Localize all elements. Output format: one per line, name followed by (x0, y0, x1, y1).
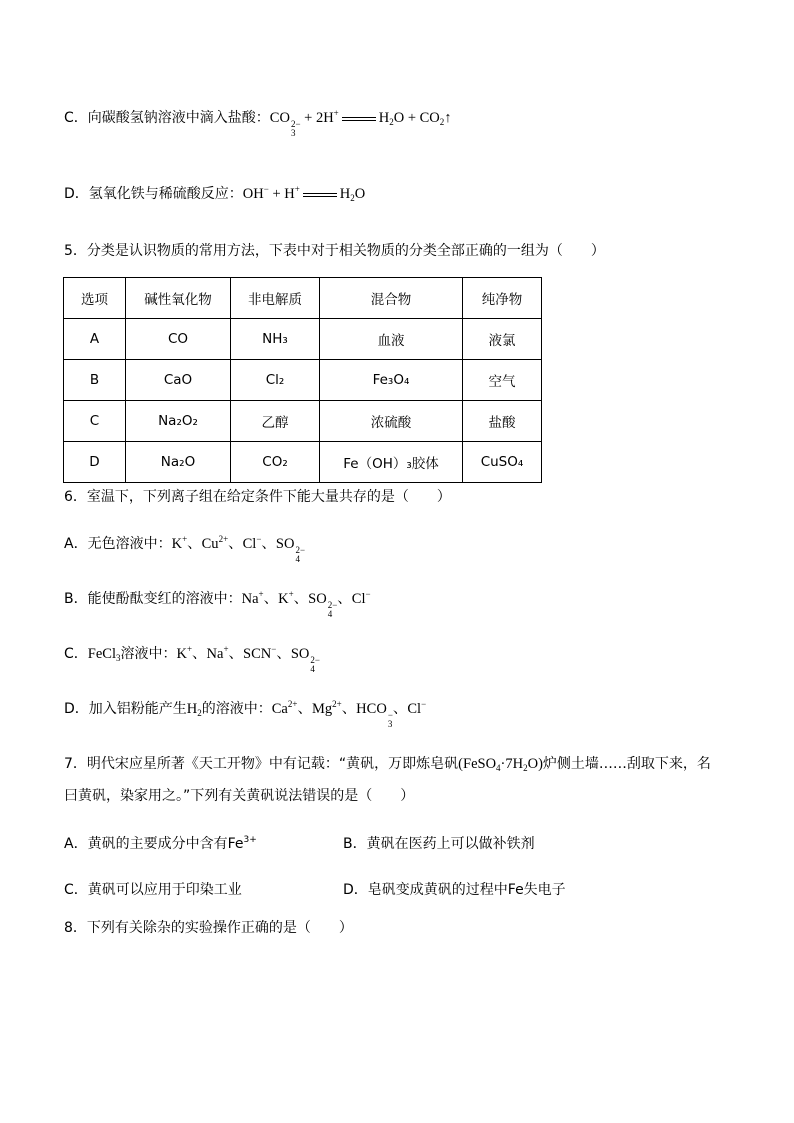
table-header: 混合物 (320, 278, 463, 319)
table-cell: NH₃ (231, 319, 320, 360)
table-cell: D (64, 442, 126, 483)
table-cell: B (64, 360, 126, 401)
q6-option-d-gas: $H_2$ (186, 701, 202, 718)
q6-option-d-ions: $Ca^{2+}$、$Mg^{2+}$、HCO − 3 、Cl− (271, 699, 427, 729)
q7-stem-line1-a: 7．明代宋应星所著《天工开物》中有记载：“黄矾，万即炼皂矾 (64, 756, 459, 772)
q6-option-d (64, 699, 426, 729)
q6-option-a-text: A．无色溶液中： (64, 536, 172, 552)
table-cell: Na₂O₂ (126, 401, 231, 442)
q7-option-a: A．黄矾的主要成分中含有$Fe^{3+}$ (64, 835, 257, 852)
table-cell: C (64, 401, 126, 442)
q6-option-d-mid: 的溶液中： (201, 701, 272, 717)
q7-stem-line2: 曰黄矾，染家用之。”下列有关黄矾说法错误的是（ ） (64, 788, 415, 804)
table-cell: CuSO₄ (463, 442, 542, 483)
table-cell: 液氯 (463, 319, 542, 360)
table-cell: 血液 (320, 319, 463, 360)
table-cell: 乙醇 (231, 401, 320, 442)
table-row (64, 442, 542, 483)
q4-option-d-text: D．氢氧化铁与稀硫酸反应： (64, 186, 243, 202)
q6-option-d-text: D．加入铝粉能产生 (64, 701, 187, 717)
q7-stem-line1-b: 炉侧土墙……刮取下来，名 (542, 756, 711, 772)
q7-stem-line1 (64, 754, 711, 774)
q6-option-b (64, 589, 371, 619)
table-header: 碱性氧化物 (126, 278, 231, 319)
table-cell: Fe（OH）₃胶体 (320, 442, 463, 483)
table-row (64, 319, 542, 360)
classification-table (63, 277, 542, 483)
table-row (64, 360, 542, 401)
table-cell: 空气 (463, 360, 542, 401)
q6-option-c (64, 644, 320, 674)
table-row (64, 401, 542, 442)
table-cell: Cl₂ (231, 360, 320, 401)
equals-sign (342, 113, 376, 125)
table-cell: CO₂ (231, 442, 320, 483)
table-header: 纯净物 (463, 278, 542, 319)
q5-stem: 5．分类是认识物质的常用方法，下表中对于相关物质的分类全部正确的一组为（ ） (64, 243, 605, 259)
equals-sign (303, 189, 337, 201)
q6-stem: 6．室温下，下列离子组在给定条件下能大量共存的是（ ） (64, 489, 451, 505)
table-cell: CO (126, 319, 231, 360)
table-cell: Fe₃O₄ (320, 360, 463, 401)
table-header: 选项 (64, 278, 126, 319)
q6-option-a (64, 534, 305, 564)
q6-option-b-text: B．能使酚酞变红的溶液中： (64, 591, 242, 607)
q4-option-c-text: C．向碳酸氢钠溶液中滴入盐酸： (64, 110, 270, 126)
q7-option-a-text: A．黄矾的主要成分中含有Fe (64, 836, 244, 852)
table-cell: 盐酸 (463, 401, 542, 442)
table-header: 非电解质 (231, 278, 320, 319)
q6-option-c-text: C． (64, 646, 88, 662)
q6-option-c-mid: 溶液中： (120, 646, 177, 662)
q4-option-d (64, 184, 365, 204)
q7-option-b: B．黄矾在医药上可以做补铁剂 (343, 836, 535, 852)
table-cell: 浓硫酸 (320, 401, 463, 442)
q6-option-b-ions: Na+、K+、SO 2− 4 、Cl− (241, 589, 371, 619)
table-cell: Na₂O (126, 442, 231, 483)
table-cell: A (64, 319, 126, 360)
q6-option-c-solute: FeCl$_3$ (87, 646, 121, 663)
q7-formula: $(FeSO_4\cdot 7H_2O)$ (458, 756, 543, 773)
q4-option-c (64, 108, 452, 138)
q4-option-d-equation: OH− + H+ $H_2O$ (242, 184, 366, 203)
q6-option-c-ions: K+、Na+、SCN−、SO 2− 4 (176, 644, 320, 674)
q6-option-a-ions: K+、$Cu^{2+}$、Cl−、SO 2− 4 (171, 534, 306, 564)
q8-stem: 8．下列有关除杂的实验操作正确的是（ ） (64, 920, 353, 936)
q4-option-c-equation: CO 2− 3 + 2H+ $H_2O$ + $CO_2↑$ (269, 108, 452, 138)
table-header-row (64, 278, 542, 319)
q7-option-c: C．黄矾可以应用于印染工业 (64, 882, 242, 898)
table-cell: CaO (126, 360, 231, 401)
q7-option-d: D．皂矾变成黄矾的过程中Fe失电子 (343, 882, 566, 898)
